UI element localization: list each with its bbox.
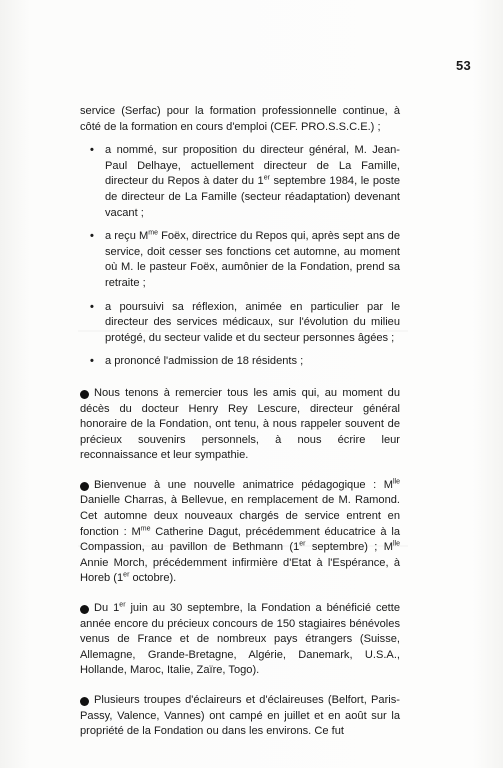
page-number: 53 [455, 58, 471, 73]
bullet-item [80, 143, 400, 221]
paragraph-text: Nous tenons à remercier tous les amis qui, au moment du décès du docteur Henry Rey Lescure, directeur général honoraire de la Fondation, ont tenu, à nous rappeler souvent de précieux souvenirs personnels, à nous écrire leur reconnaissance et leur sympathie. [80, 386, 400, 462]
bullet-text: a poursuivi sa réflexion, animée en particulier par le directeur des services médicaux, sur l'évolution du milieu protégé, du secteur valide et du secteur personnes âgées ; [105, 300, 400, 344]
page-body [80, 104, 400, 754]
paragraph-text: Du 1er juin au 30 septembre, la Fondation a bénéficié cette année encore du précieux concours de 150 stagiaires bénévoles venus de France et de nombreux pays étrangers (Suisse, Allemagne, Grande-Bretagne, Algérie, Danemark, U.S.A., Hollande, Maroc, Italie, Zaïre, Togo). [80, 601, 400, 677]
bullet-list [80, 143, 400, 370]
paragraph [80, 601, 400, 679]
paragraph-bullet-icon [80, 482, 89, 491]
intro-text: service (Serfac) pour la formation professionnelle continue, à côté de la formation en cours d'emploi (CEF. PRO.S.S.C.E.) ; [80, 105, 400, 133]
bullet-text: a nommé, sur proposition du directeur général, M. Jean-Paul Delhaye, actuellement directeur de La Famille, directeur du Repos à dater du 1er septembre 1984, le poste de directeur de La Famille (secteur réadaptation) devenant vacant ; [105, 144, 400, 219]
bullet-text: a reçu $M^{me}$ Foëx, directrice du Repos qui, après sept ans de service, doit cesser ses fonctions cet automne, au moment où M. le pasteur Foëx, aumônier de la Fondation, prend sa retraite ; [105, 229, 401, 289]
bullet-item [80, 354, 400, 370]
paragraph [80, 386, 400, 464]
paragraph-bullet-icon [80, 697, 89, 706]
bullet-icon: • [90, 230, 94, 243]
paragraph-bullet-icon [80, 390, 89, 399]
bullet-text: a prononcé l'admission de 18 résidents ; [105, 355, 304, 368]
paragraph-text: Plusieurs troupes d'éclaireurs et d'éclaireuses (Belfort, Paris-Passy, Valence, Vannes) ont campé en juillet et en août sur la propriété de la Fondation ou dans les environs. Ce fut [80, 694, 400, 738]
bullet-item [80, 300, 400, 347]
bullet-icon: • [90, 300, 94, 313]
paragraph [80, 478, 400, 587]
bullet-icon: • [90, 355, 94, 368]
bullet-icon: • [90, 144, 94, 157]
paragraph [80, 693, 400, 740]
bullet-item [80, 229, 400, 291]
paragraph-bullet-icon [80, 605, 89, 614]
paragraph-text: Bienvenue à une nouvelle animatrice pédagogique : $M^{lle}$ Danielle Charras, à Bellevue, en remplacement de M. Ramond. Cet automne deux nouveaux chargés de service entrent en fonction : $M^{me}$ Catherine Dagut, précédemment éducatrice à la Compassion, au pavillon de Bethmann (1er septembre) ; $M^{lle}$ Annie Morch, précédemment infirmière d'Etat à l'Espérance, à Horeb (1er octobre). [80, 478, 401, 585]
